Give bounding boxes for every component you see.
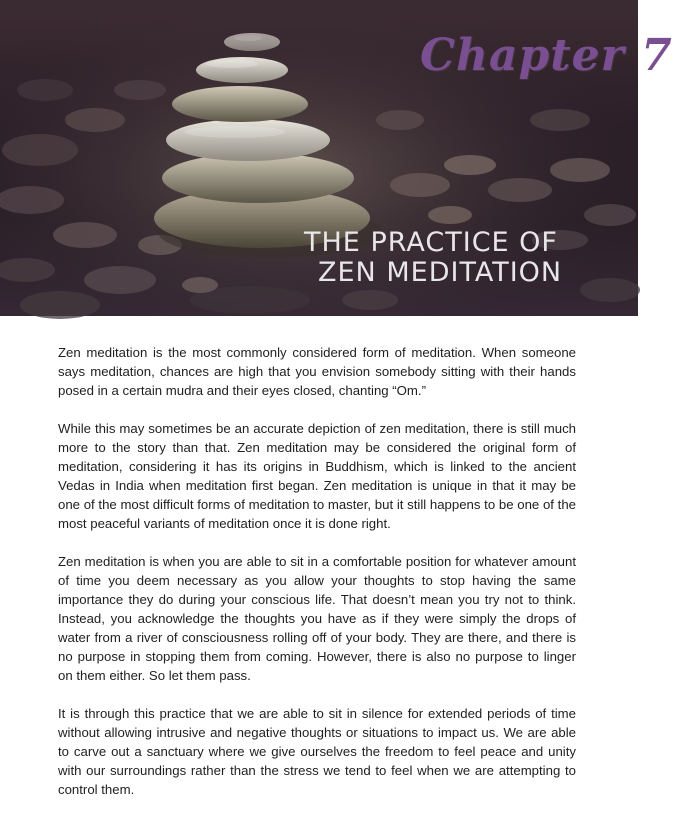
chapter-body — [58, 343, 576, 818]
body-paragraph: It is through this practice that we are able to sit in silence for extended periods of time without allowing intrusive and negative thoughts or situations to impact us. We are able to carve out a sanctuary where we give ourselves the freedom to feel peace and unity with our surroundings rather than the stress we tend to feel when we are attempting to control them. — [58, 706, 576, 797]
body-paragraph: Zen meditation is when you are able to sit in a comfortable position for whatever amount of time you deem necessary as you allow your thoughts to stop having the same importance they do during your conscious life. That doesn’t mean you try not to think. Instead, you acknowledge the thoughts you have as if they were simply the drops of water from a river of consciousness rolling off of your body. They are there, and there is no purpose in stopping them from coming. However, there is also no purpose to linger on them either. So let them pass. — [58, 554, 576, 683]
chapter-title-line-1: THE PRACTICE OF — [304, 227, 558, 258]
chapter-banner-image — [0, 0, 673, 316]
chapter-title — [296, 228, 596, 288]
chapter-label: Chapter 7 — [420, 30, 673, 81]
body-paragraph: Zen meditation is the most commonly considered form of meditation. When someone says meditation, chances are high that you envision somebody sitting with their hands posed in a certain mudra and their eyes closed, chanting “Om.” — [58, 345, 576, 398]
body-paragraph: While this may sometimes be an accurate depiction of zen meditation, there is still much more to the story than that. Zen meditation may be considered the original form of meditation, considering it has its origins in Buddhism, which is linked to the ancient Vedas in India when meditation first began. Zen meditation is unique in that it may be one of the most difficult forms of meditation to master, but it still happens to be one of the most peaceful variants of meditation once it is done right. — [58, 421, 576, 531]
chapter-title-line-2: ZEN MEDITATION — [318, 257, 563, 288]
